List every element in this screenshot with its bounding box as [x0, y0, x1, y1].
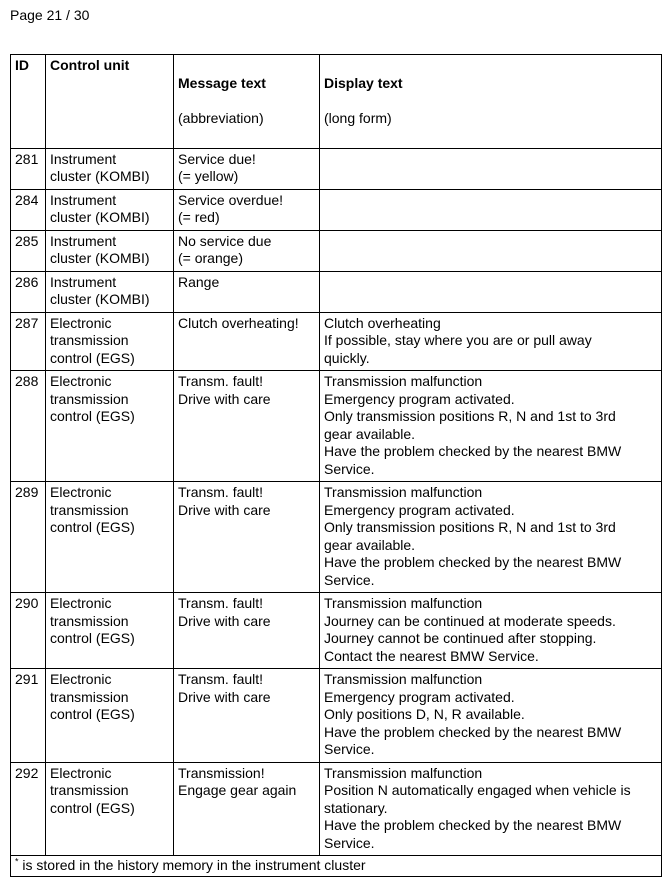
cell-id: 285 — [11, 230, 46, 271]
table-header-row — [11, 55, 662, 149]
table-row — [11, 669, 662, 763]
cell-control-unit: Electronic transmission control (EGS) — [46, 669, 174, 763]
cell-id: 287 — [11, 312, 46, 371]
cell-id: 290 — [11, 593, 46, 669]
cell-message-text: Transm. fault! Drive with care — [174, 482, 320, 593]
cell-display-text: Transmission malfunction Position N automatically engaged when vehicle is stationary. Have the problem checked by the nearest BMW Service. — [320, 762, 662, 856]
header-control-unit: Control unit — [46, 55, 174, 149]
table-row — [11, 312, 662, 371]
cell-control-unit: Instrument cluster (KOMBI) — [46, 189, 174, 230]
table-row — [11, 189, 662, 230]
cell-id: 291 — [11, 669, 46, 763]
footnote — [11, 856, 662, 877]
cell-id: 281 — [11, 148, 46, 189]
cell-control-unit: Electronic transmission control (EGS) — [46, 482, 174, 593]
header-message-text: Message text (abbreviation) — [174, 55, 320, 149]
cell-message-text: Range — [174, 271, 320, 312]
message-table — [10, 54, 662, 877]
cell-id: 292 — [11, 762, 46, 856]
cell-display-text: Transmission malfunction Emergency program activated. Only transmission positions R, N and 1st to 3rd gear available. Have the problem checked by the nearest BMW Service. — [320, 482, 662, 593]
table-row — [11, 148, 662, 189]
cell-message-text: Transm. fault! Drive with care — [174, 669, 320, 763]
cell-display-text — [320, 148, 662, 189]
table-row — [11, 271, 662, 312]
footnote-text: is stored in the history memory in the instrument cluster — [18, 857, 366, 873]
cell-id: 288 — [11, 371, 46, 482]
cell-display-text: Transmission malfunction Emergency program activated. Only positions D, N, R available. Have the problem checked by the nearest BMW Service. — [320, 669, 662, 763]
cell-control-unit: Electronic transmission control (EGS) — [46, 593, 174, 669]
table-row — [11, 482, 662, 593]
cell-control-unit: Electronic transmission control (EGS) — [46, 762, 174, 856]
table-row — [11, 593, 662, 669]
table-row — [11, 762, 662, 856]
page-number: Page 21 / 30 — [10, 7, 90, 23]
cell-id: 284 — [11, 189, 46, 230]
table-row — [11, 230, 662, 271]
cell-control-unit: Instrument cluster (KOMBI) — [46, 271, 174, 312]
cell-display-text — [320, 271, 662, 312]
cell-control-unit: Electronic transmission control (EGS) — [46, 371, 174, 482]
table-row — [11, 371, 662, 482]
cell-message-text: Clutch overheating! — [174, 312, 320, 371]
header-id: ID — [11, 55, 46, 149]
cell-display-text: Clutch overheating If possible, stay where you are or pull away quickly. — [320, 312, 662, 371]
cell-message-text: Service overdue! (= red) — [174, 189, 320, 230]
cell-message-text: Service due! (= yellow) — [174, 148, 320, 189]
cell-display-text: Transmission malfunction Emergency program activated. Only transmission positions R, N and 1st to 3rd gear available. Have the problem checked by the nearest BMW Service. — [320, 371, 662, 482]
cell-message-text: Transmission! Engage gear again — [174, 762, 320, 856]
cell-id: 289 — [11, 482, 46, 593]
cell-control-unit: Electronic transmission control (EGS) — [46, 312, 174, 371]
header-display-text: Display text (long form) — [320, 55, 662, 149]
cell-message-text: Transm. fault! Drive with care — [174, 371, 320, 482]
cell-control-unit: Instrument cluster (KOMBI) — [46, 148, 174, 189]
cell-message-text: Transm. fault! Drive with care — [174, 593, 320, 669]
cell-message-text: No service due (= orange) — [174, 230, 320, 271]
cell-display-text — [320, 230, 662, 271]
footnote-marker: * — [15, 856, 19, 867]
footnote-row — [11, 856, 662, 877]
cell-id: 286 — [11, 271, 46, 312]
cell-display-text — [320, 189, 662, 230]
cell-control-unit: Instrument cluster (KOMBI) — [46, 230, 174, 271]
cell-display-text: Transmission malfunction Journey can be continued at moderate speeds. Journey cannot be continued after stopping. Contact the nearest BMW Service. — [320, 593, 662, 669]
